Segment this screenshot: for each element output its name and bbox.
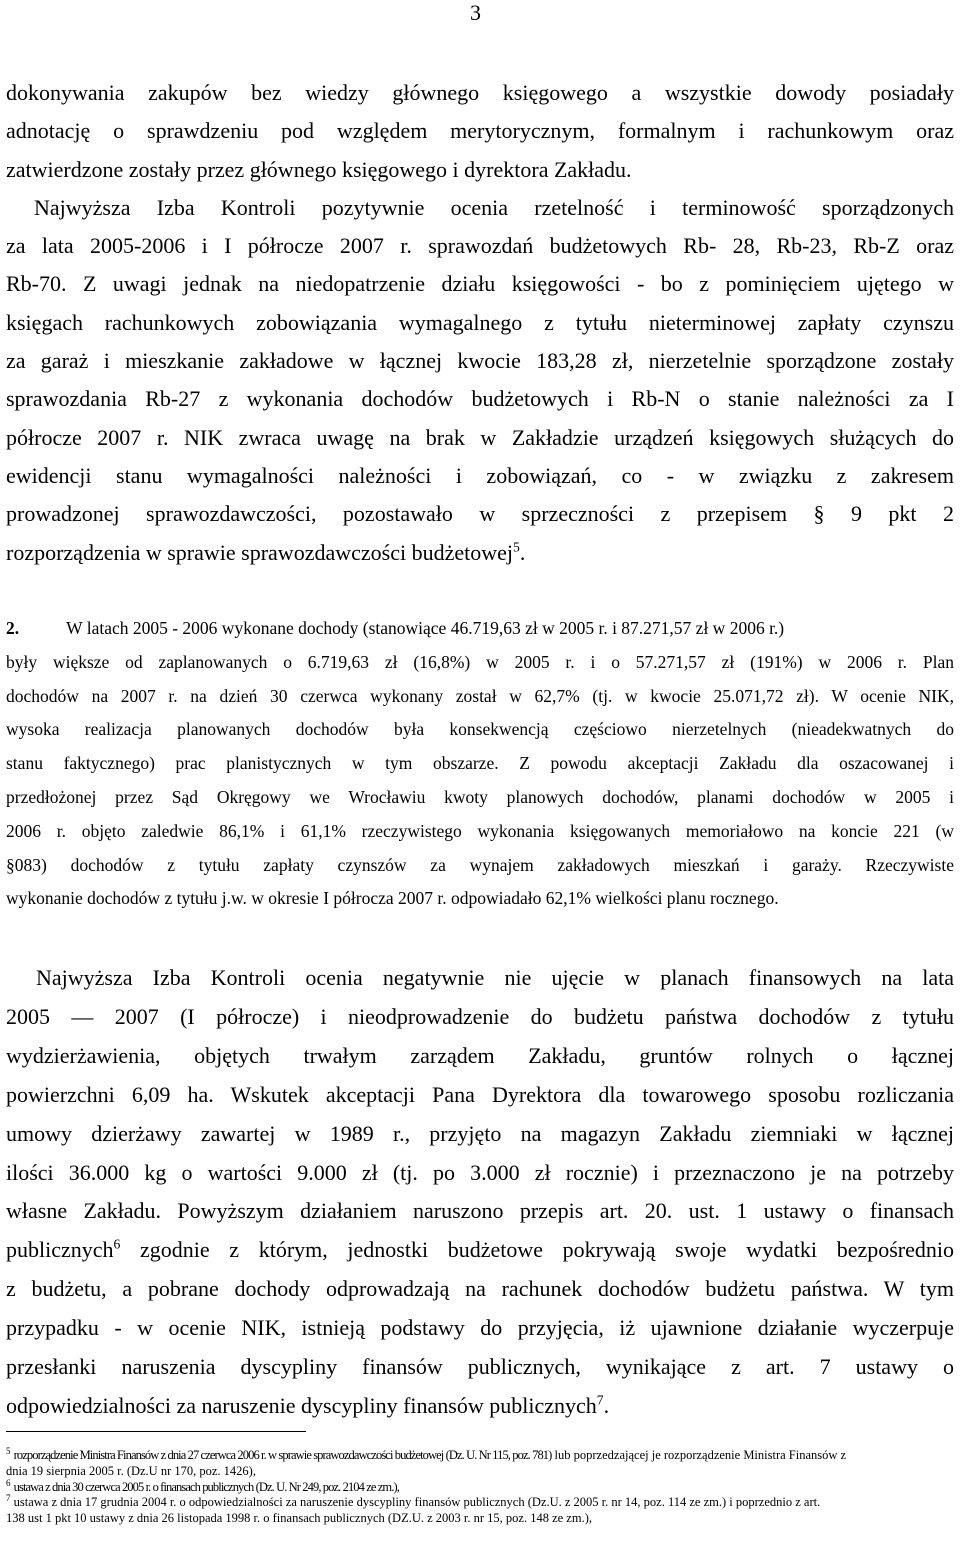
text-line-last: odpowiedzialności za naruszenie dyscypliny finansów publicznych$^7$. [6,1392,610,1418]
text-line: za garaż i mieszkanie zakładowe w łącznej kwocie 183,28 zł, nierzetelnie sporządzone zostały [6,348,954,374]
text-line: powierzchni 6,09 ha. Wskutek akceptacji Pana Dyrektora dla towarowego sposobu rozliczania [6,1081,954,1107]
paragraph-block-1 [6,74,954,572]
text-line: Rb-70. Z uwagi jednak na niedopatrzenie działu księgowości - bo z pominięciem ujętego w [6,271,954,297]
text-line: z budżetu, a pobrane dochody odprowadzają na rachunek dochodów budżetu państwa. W tym [6,1276,954,1302]
footnote-separator [6,1431,306,1432]
text-line: księgach rachunkowych zobowiązania wymagalnego z tytułu nieterminowej zapłaty czynszu [6,309,954,335]
text-line: wydzierżawienia, objętych trwałym zarządem Zakładu, gruntów rolnych o łącznej [6,1042,954,1068]
text-line: własne Zakładu. Powyższym działaniem naruszono przepis art. 20. ust. 1 ustawy o finansach [6,1198,954,1224]
text-line: wysoka realizacja planowanych dochodów była konsekwencją częściowo nierzetelnych (nieadekwatnych do [6,719,954,740]
text-line: ewidencji stanu wymagalności należności i zobowiązań, co - w związku z zakresem [6,462,954,488]
text-line: dokonywania zakupów bez wiedzy głównego księgowego a wszystkie dowody posiadały [6,80,954,105]
text-line: ilości 36.000 kg o wartości 9.000 zł (tj. po 3.000 zł rocznie) i przeznaczono je na potrzeby [6,1159,954,1185]
footnote-5: $^5$ rozporządzenie Ministra Finansów z dnia 27 czerwca 2006 r. w sprawie sprawozdawczości budżetowej (Dz. U. Nr 115, poz. 781) lub poprzedzającej je rozporządzenie Ministra Finansów z [6,1445,847,1462]
text-line: przedłożonej przez Sąd Okręgowy we Wrocławiu kwoty planowych dochodów, planami dochodów w 2005 i [6,786,954,807]
text-line: przypadku - w ocenie NIK, istnieją podstawy do przyjęcia, iż ujawnione działanie wyczerpuje [6,1315,954,1341]
text-line: przesłanki naruszenia dyscypliny finansów publicznych, wynikające z art. 7 ustawy o [6,1354,954,1380]
text-line: prowadzonej sprawozdawczości, pozostawało w sprzeczności z przepisem § 9 pkt 2 [6,501,954,527]
text-line-indented: Najwyższa Izba Kontroli ocenia negatywnie nie ujęcie w planach finansowych na lata [36,965,954,990]
text-line-last: wykonanie dochodów z tytułu j.w. w okresie I półrocza 2007 r. odpowiadało 62,1% wielkości planu rocznego. [6,888,779,909]
page-number: 3 [470,0,481,25]
text-line: stanu faktycznego) prac planistycznych w tym obszarze. Z powodu akceptacji Zakładu dla oszacowanej i [6,753,954,774]
text-line: §083) dochodów z tytułu zapłaty czynszów za wynajem zakładowych mieszkań i garaży. Rzeczywiste [6,854,954,875]
paragraph-block-3 [6,959,954,1426]
section-number: 2. [6,618,20,638]
footnote-7-cont: 138 ust 1 pkt 10 ustawy z dnia 26 listopada 1998 r. o finansach publicznych (DZ.U. z 2003 r. nr 15, poz. 148 ze zm.), [6,1511,592,1526]
text-line: 2006 r. objęto zaledwie 86,1% i 61,1% rzeczywistego wykonania księgowanych memoriałowo na koncie 221 (w [6,820,954,841]
text-line: półrocze 2007 r. NIK zwraca uwagę na brak w Zakładzie urządzeń księgowych służących do [6,424,954,450]
text-line: 2005 — 2007 (I półrocze) i nieodprowadzenie do budżetu państwa dochodów z tytułu [6,1003,954,1029]
text-line-indented: Najwyższa Izba Kontroli pozytywnie ocenia rzetelność i terminowość sporządzonych [34,194,954,220]
footnote-6: $^6$ ustawa z dnia 30 czerwca 2005 r. o finansach publicznych (Dz. U. Nr 249, poz. 2104 ze zm.), [6,1477,399,1494]
text-line-last: rozporządzenia w sprawie sprawozdawczości budżetowej$^5$. [6,539,526,565]
text-line: sprawozdania Rb-27 z wykonania dochodów budżetowych i Rb-N o stanie należności za I [6,386,954,412]
footnote-ref: 7 [596,1392,604,1408]
footnote-ref: 6 [113,1237,121,1253]
text-line: były większe od zaplanowanych o 6.719,63 zł (16,8%) w 2005 r. i o 57.271,57 zł (191%) w 2006 r. Plan [6,651,954,672]
numbered-line: 2. W latach 2005 - 2006 wykonane dochody (stanowiące 46.719,63 zł w 2005 r. i 87.271,57 zł w 2006 r.) [6,618,785,638]
footnote-7: $^7$ ustawa z dnia 17 grudnia 2004 r. o odpowiedzialności za naruszenie dyscypliny finansów publicznych (Dz.U. z 2005 r. nr 14, poz. 114 ze zm.) i poprzednio z art. [6,1493,821,1510]
text-line: za lata 2005-2006 i I półrocze 2007 r. sprawozdań budżetowych Rb- 28, Rb-23, Rb-Z oraz [6,233,954,259]
paragraph-block-2 [6,612,954,916]
text-line: zatwierdzone zostały przez głównego księgowego i dyrektora Zakładu. [6,156,632,182]
text-line: dochodów na 2007 r. na dzień 30 czerwca wykonany został w 62,7% (tj. w kwocie 25.071,72 zł). W ocenie NIK, [6,685,954,706]
footnote-5-cont: dnia 19 sierpnia 2005 r. (Dz.U nr 170, poz. 1426), [6,1463,256,1478]
text-line: adnotację o sprawdzeniu pod względem merytorycznym, formalnym i rachunkowym oraz [6,118,954,144]
footnotes [6,1445,954,1527]
text-line: publicznych$^6$ zgodnie z którym, jednostki budżetowe pokrywają swoje wydatki bezpośrednio [6,1237,954,1263]
text-line: umowy dzierżawy zawartej w 1989 r., przyjęto na magazyn Zakładu ziemniaki w łącznej [6,1120,954,1146]
footnote-ref: 5 [513,539,520,555]
